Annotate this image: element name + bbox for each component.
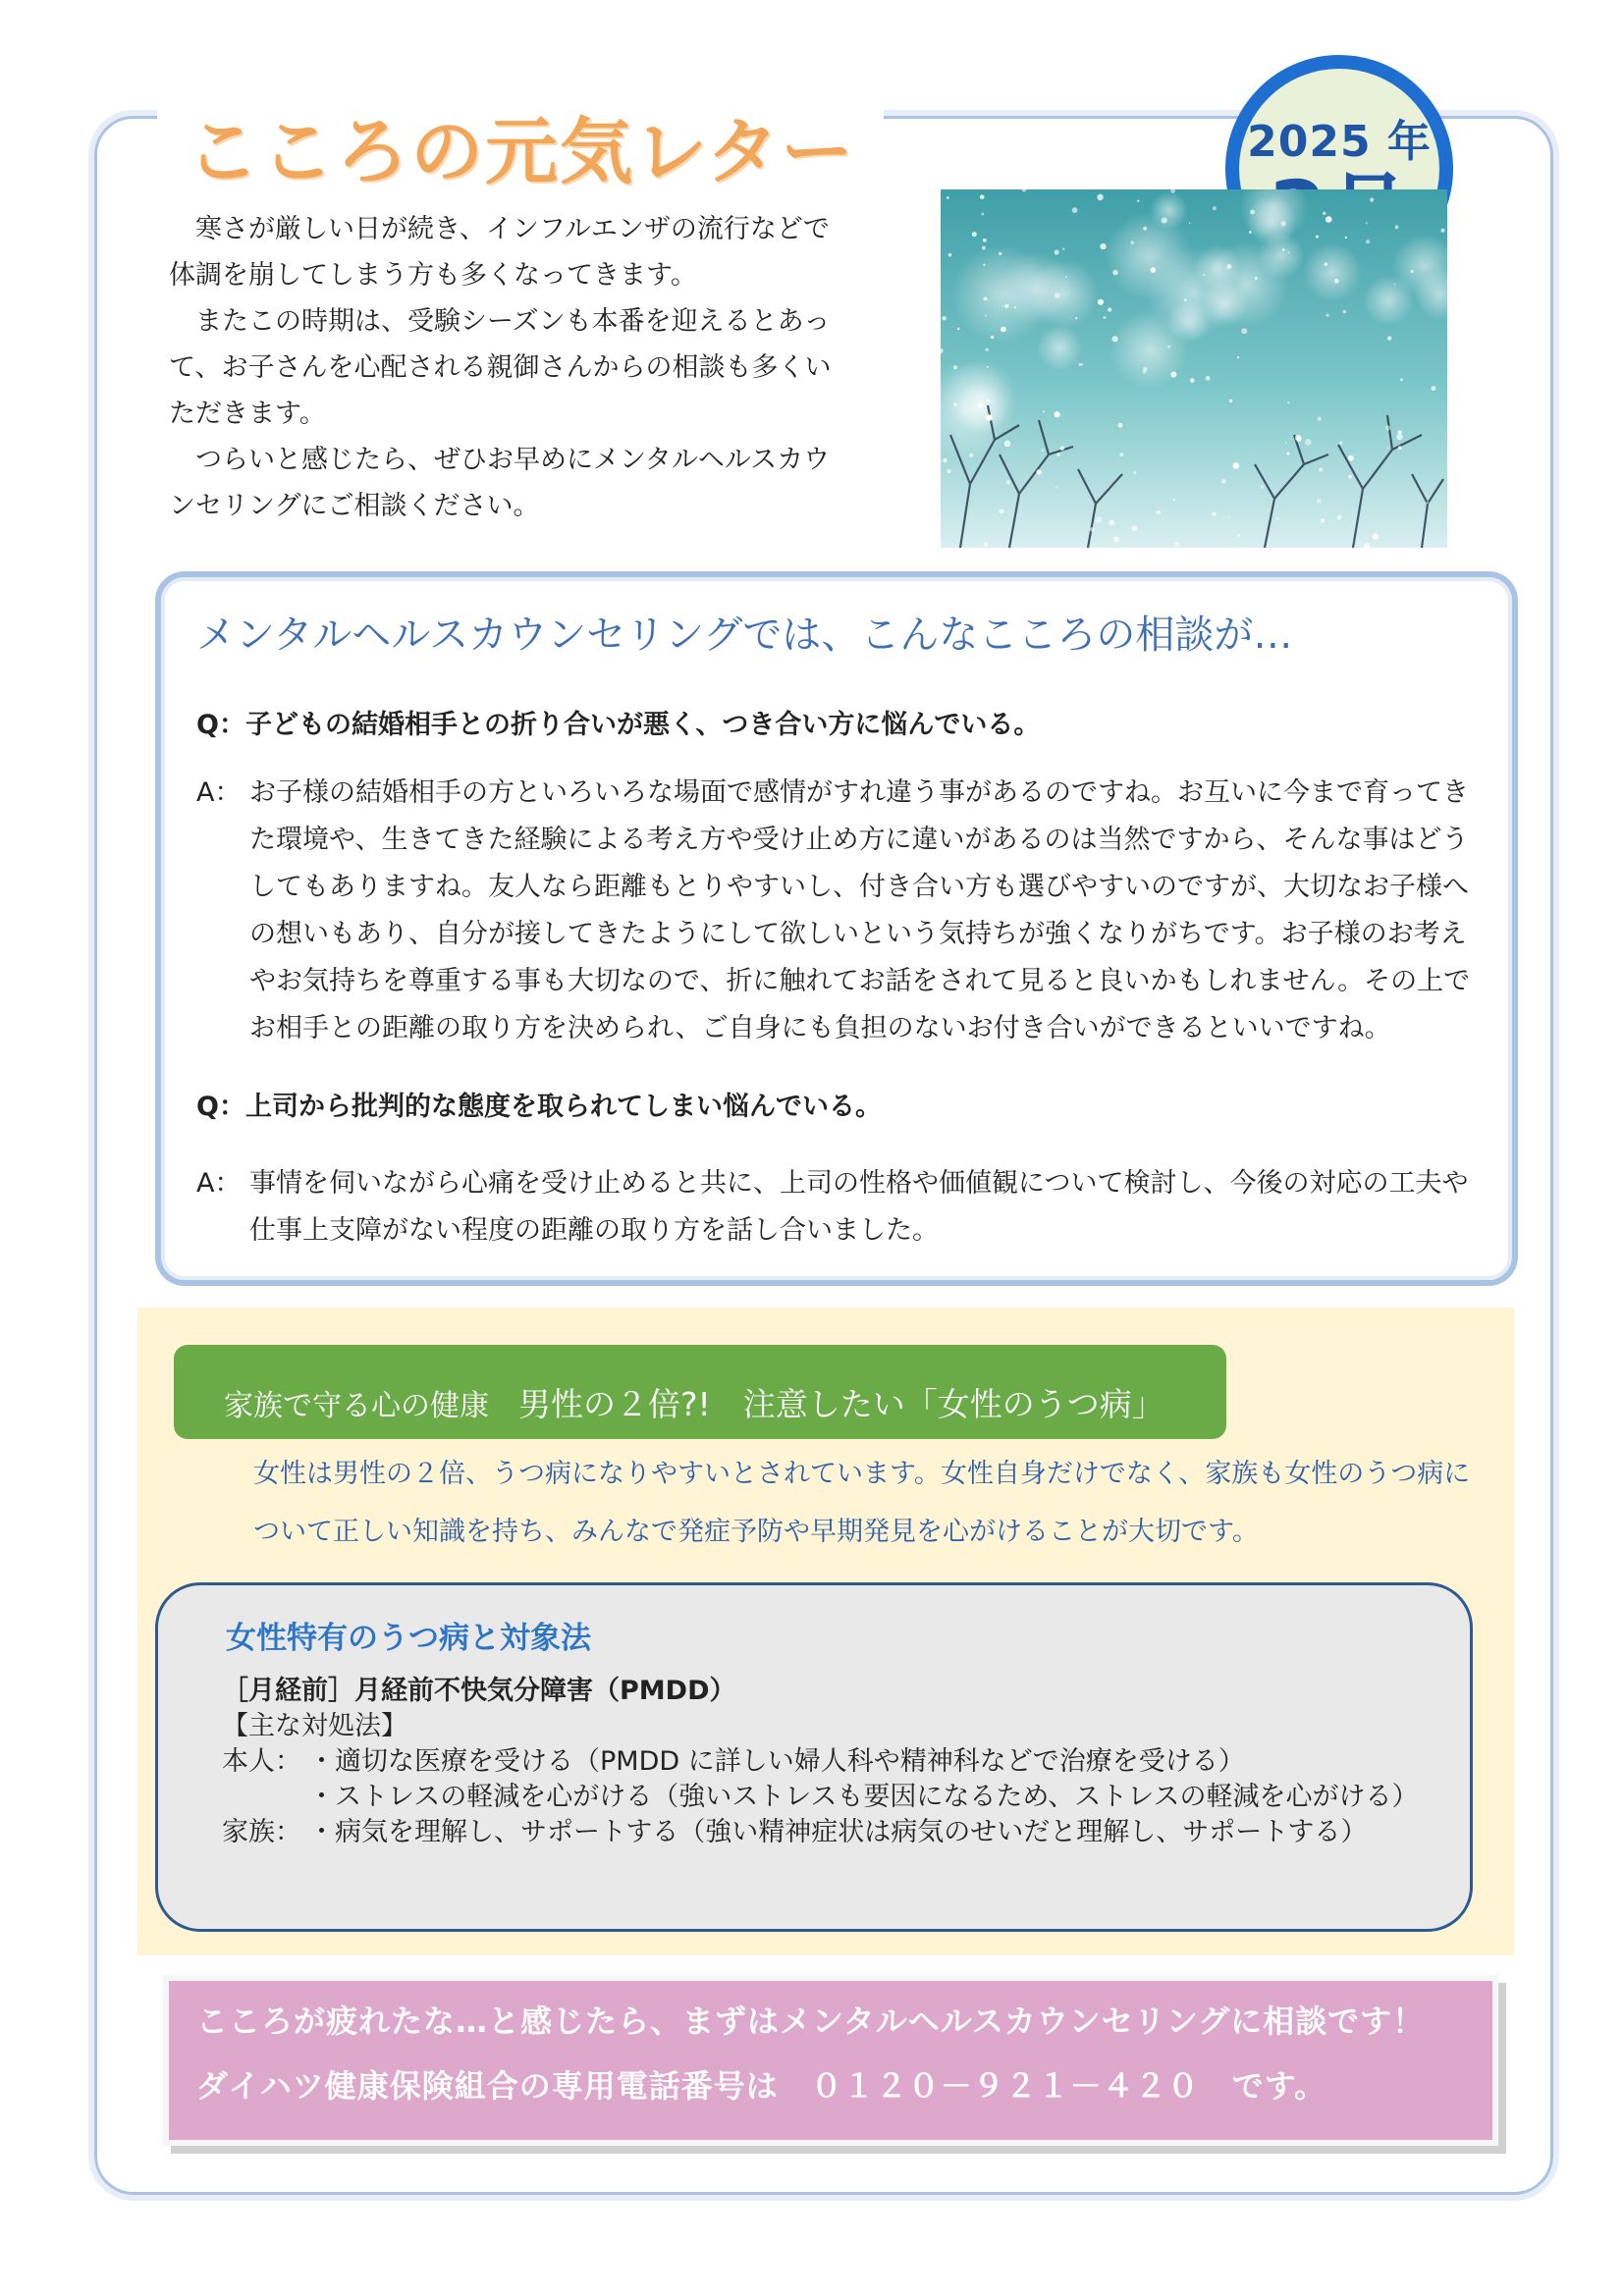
women-intro — [253, 1445, 1481, 1561]
badge-year: 2025 年 — [1247, 117, 1432, 167]
question-text: 上司から批判的な態度を取られてしまい悩んでいる。 — [244, 1092, 882, 1122]
contact-line-phone: ダイハツ健康保険組合の専用電話番号は ０１２０－９２１－４２０ です。 — [196, 2067, 1327, 2105]
answer-text: 事情を伺いながら心痛を受け止めると共に、上司の性格や価値観について検討し、今後の対応の工夫や仕事上支障がない程度の距離の取り方を話し合いました。 — [249, 1168, 1469, 1246]
intro-text — [169, 206, 846, 529]
condition-name: ［月経前］月経前不快気分障害（PMDD） — [222, 1676, 736, 1706]
answer-mark: A： — [196, 1168, 242, 1199]
banner-small-text: 家族で守る心の健康 — [224, 1389, 489, 1423]
treatment-body — [222, 1674, 1419, 1850]
winter-trees-image — [941, 189, 1447, 548]
self-label: 本人： — [222, 1746, 301, 1777]
answer-1 — [196, 770, 1492, 1052]
measures-label: 【主な対処法】 — [222, 1711, 407, 1741]
question-1 — [196, 702, 1040, 749]
newsletter-title: こころの元気レター — [187, 110, 856, 194]
answer-mark: A： — [196, 777, 242, 808]
answer-text: お子様の結婚相手の方といろいろな場面で感情がすれ違う事があるのですね。お互いに今まで育ってきた環境や、生きてきた経験による考え方や受け止め方に違いがあるのは当然ですから、そんな事はどうしてもありますね。友人なら距離もとりやすいし、付き合い方も選びやすいのですが、大切なお子様への想いもあり、自分が接してきたようにして欲しいという気持ちが強くなりがちです。お子様のお考えやお気持ちを尊重する事も大切なので、折に触れてお話をされて見ると良いかもしれません。その上でお相手との距離の取り方を決められ、ご自身にも負担のないお付き合いができるといいですね。 — [249, 777, 1471, 1043]
intro-paragraph: またこの時期は、受験シーズンも本番を迎えるとあって、お子さんを心配される親御さんからの相談も多くいただきます。 — [169, 306, 832, 429]
family-measure-item: ・病気を理解し、サポートする（強い精神症状は病気のせいだと理解し、サポートする） — [308, 1817, 1368, 1847]
question-mark: Q： — [196, 710, 245, 740]
intro-paragraph: 寒さが厳しい日が続き、インフルエンザの流行などで体調を崩してしまう方も多くなってきます。 — [169, 214, 830, 291]
self-measure-item: ・ストレスの軽減を心がける（強いストレスも要因になるため、ストレスの軽減を心がける） — [308, 1782, 1419, 1812]
contact-banner-text — [196, 1989, 1425, 2118]
family-label: 家族： — [222, 1817, 301, 1847]
section-banner-text — [224, 1379, 1164, 1425]
women-intro-line: ついて正しい知識を持ち、みんなで発症予防や早期発見を心がけることが大切です。 — [253, 1517, 1259, 1547]
question-mark: Q： — [196, 1092, 245, 1122]
question-text: 子どもの結婚相手との折り合いが悪く、つき合い方に悩んでいる。 — [244, 710, 1041, 740]
women-intro-line: 女性は男性の２倍、うつ病になりやすいとされています。女性自身だけでなく、家族も女性のうつ病に — [253, 1459, 1471, 1489]
qa-heading: メンタルヘルスカウンセリングでは、こんなこころの相談が… — [196, 613, 1293, 658]
self-measure-item: ・適切な医療を受ける（PMDD に詳しい婦人科や精神科などで治療を受ける） — [308, 1746, 1245, 1777]
intro-paragraph: つらいと感じたら、ぜひお早めにメンタルヘルスカウンセリングにご相談ください。 — [169, 445, 831, 521]
banner-headline: 男性の２倍?! 注意したい「女性のうつ病」 — [518, 1385, 1164, 1423]
question-2 — [196, 1084, 882, 1131]
self-measures — [222, 1744, 1419, 1815]
treatment-heading: 女性特有のうつ病と対象法 — [226, 1621, 591, 1656]
answer-2 — [196, 1160, 1492, 1255]
family-measures — [222, 1815, 1419, 1850]
contact-line-1: こころが疲れたな…と感じたら、まずはメンタルヘルスカウンセリングに相談です！ — [196, 2002, 1426, 2040]
